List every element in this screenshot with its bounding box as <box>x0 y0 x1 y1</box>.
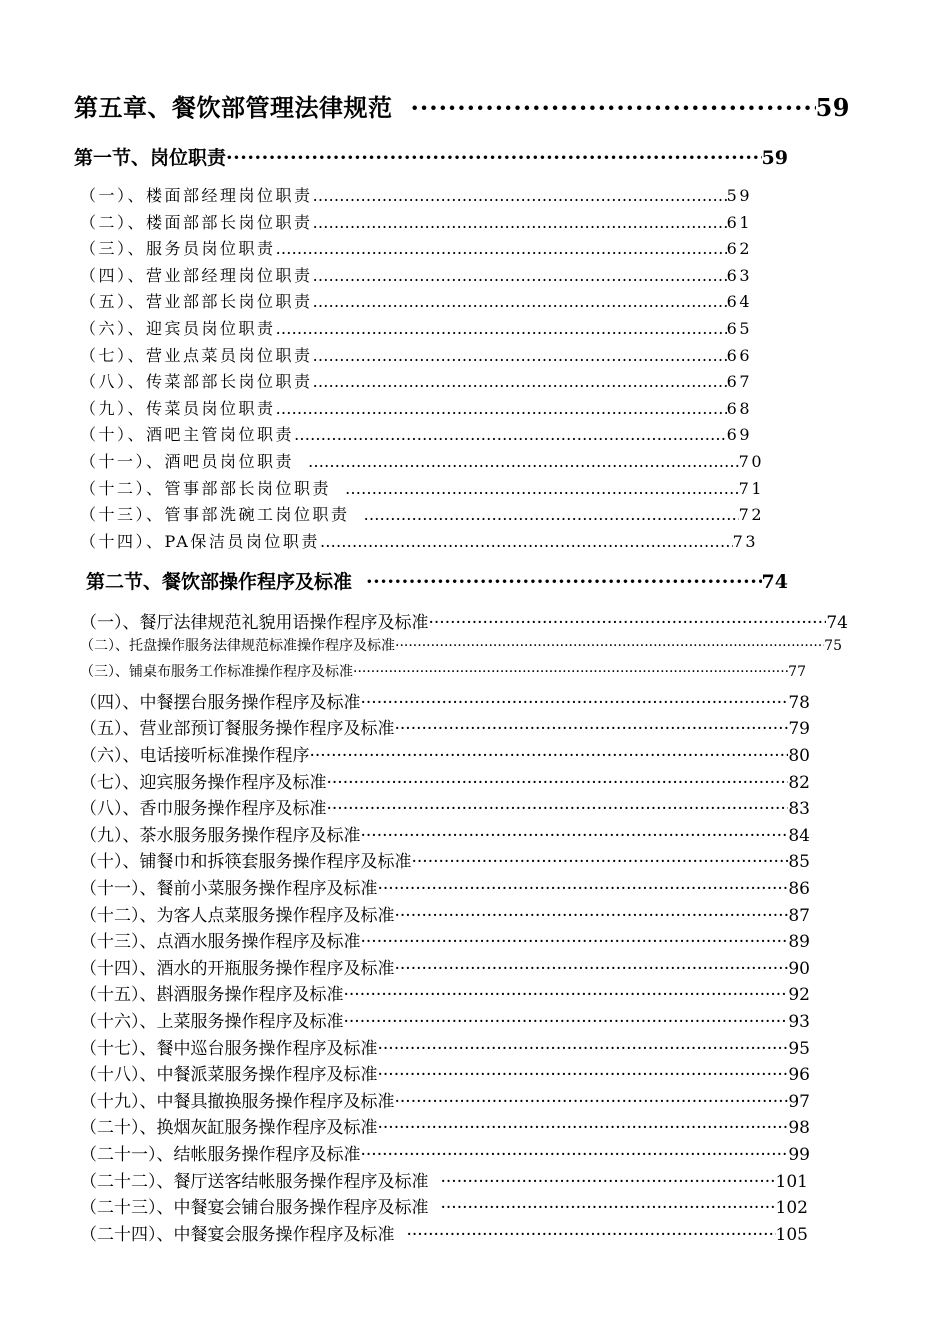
leader-dots <box>344 1012 789 1031</box>
leader-dots <box>294 425 727 444</box>
leader-dots <box>395 719 789 738</box>
entry-label: （五）、营业部部长岗位职责 <box>80 292 313 312</box>
section-page: 59 <box>761 147 788 169</box>
toc-entry[interactable] <box>80 502 764 526</box>
toc-entry[interactable] <box>80 1140 810 1164</box>
leader-dots <box>366 571 762 593</box>
leader-dots <box>378 1065 789 1084</box>
entry-label: （一）、楼面部经理岗位职责 <box>80 186 313 205</box>
entry-page: 95 <box>788 1038 810 1058</box>
leader-dots <box>361 693 789 712</box>
toc-entry[interactable] <box>80 1220 808 1244</box>
entry-page: 101 <box>775 1171 808 1191</box>
entry-label: （十八）、中餐派菜服务操作程序及标准 <box>80 1065 378 1085</box>
leader-dots <box>276 399 727 418</box>
leader-dots <box>276 319 727 338</box>
entry-page: 59 <box>726 186 752 205</box>
leader-dots <box>429 613 827 632</box>
entry-page: 70 <box>738 452 764 471</box>
entry-page: 89 <box>788 932 810 952</box>
entry-label: （十一）、餐前小菜服务操作程序及标准 <box>80 879 378 898</box>
toc-entry[interactable] <box>80 422 752 446</box>
entry-page: 62 <box>726 239 752 259</box>
toc-entry[interactable] <box>80 369 752 393</box>
leader-dots <box>407 1225 776 1244</box>
toc-entry[interactable] <box>80 980 810 1004</box>
toc-entry[interactable] <box>80 183 752 207</box>
entry-label: （八）、传菜部部长岗位职责 <box>80 372 313 392</box>
toc-entry[interactable] <box>80 529 758 553</box>
entry-label: （四）、中餐摆台服务操作程序及标准 <box>80 692 361 712</box>
toc-entry[interactable] <box>80 874 810 898</box>
toc-entry[interactable] <box>80 927 810 951</box>
entry-label: （一）、餐厅法律规范礼貌用语操作程序及标准 <box>80 613 429 632</box>
leader-dots <box>313 186 727 205</box>
entry-label: （二十三）、中餐宴会铺台服务操作程序及标准 <box>80 1198 429 1218</box>
entry-page: 71 <box>738 478 764 498</box>
toc-section[interactable] <box>74 143 788 171</box>
toc-entry[interactable] <box>80 1060 810 1084</box>
entry-label: （十四）、酒水的开瓶服务操作程序及标准 <box>80 958 395 978</box>
leader-dots <box>441 1198 776 1217</box>
toc-entry[interactable] <box>80 236 752 260</box>
leader-dots <box>412 852 789 871</box>
toc-entry[interactable] <box>80 449 764 473</box>
entry-page: 87 <box>788 905 810 925</box>
entry-label: （十六）、上菜服务操作程序及标准 <box>80 1012 344 1031</box>
entry-label: （十）、铺餐巾和拆筷套服务操作程序及标准 <box>80 852 412 872</box>
leader-dots <box>441 1172 776 1191</box>
entry-label: （七）、迎宾服务操作程序及标准 <box>80 772 327 792</box>
entry-page: 61 <box>726 212 752 232</box>
entry-label: （九）、茶水服务服务操作程序及标准 <box>80 825 361 845</box>
leader-dots <box>345 479 739 498</box>
leader-dots <box>378 1118 789 1137</box>
toc-section[interactable] <box>86 567 788 595</box>
entry-page: 65 <box>726 319 752 338</box>
toc-entry[interactable] <box>80 821 810 845</box>
entry-label: （十五）、斟酒服务操作程序及标准 <box>80 985 344 1005</box>
section-title: 第二节、餐饮部操作程序及标准 <box>86 571 353 593</box>
toc-entry[interactable] <box>80 661 806 685</box>
toc-entry[interactable] <box>80 741 810 765</box>
toc-entry[interactable] <box>80 1087 810 1111</box>
toc-entry[interactable] <box>80 608 848 632</box>
entry-page: 72 <box>738 505 764 525</box>
entry-label: （十四）、PA保洁员岗位职责 <box>80 531 320 551</box>
leader-dots <box>226 147 762 169</box>
entry-page: 77 <box>788 664 806 681</box>
entry-label: （六）、电话接听标准操作程序 <box>80 746 310 765</box>
entry-label: （十三）、管事部洗碗工岗位职责 <box>80 505 350 525</box>
entry-label: （九）、传菜员岗位职责 <box>80 398 276 418</box>
entry-label: （二）、托盘操作服务法律规范标准操作程序及标准 <box>80 637 395 654</box>
entry-label: （十九）、中餐具撤换服务操作程序及标准 <box>80 1091 395 1111</box>
leader-dots <box>344 985 789 1004</box>
entry-page: 68 <box>726 398 752 418</box>
entry-label: （二十四）、中餐宴会服务操作程序及标准 <box>80 1224 395 1244</box>
chapter-title: 第五章、餐饮部管理法律规范 <box>74 93 393 122</box>
leader-dots <box>378 1039 789 1058</box>
toc-entry[interactable] <box>80 688 810 712</box>
toc-entry[interactable] <box>80 343 752 367</box>
entry-page: 69 <box>726 425 752 445</box>
leader-dots <box>327 773 789 792</box>
entry-label: （二十）、换烟灰缸服务操作程序及标准 <box>80 1118 378 1138</box>
entry-label: （十二）、为客人点菜服务操作程序及标准 <box>80 905 395 925</box>
section-title: 第一节、岗位职责 <box>74 147 227 169</box>
entry-label: （十三）、点酒水服务操作程序及标准 <box>80 932 361 952</box>
entry-page: 73 <box>732 531 758 551</box>
leader-dots <box>320 532 733 551</box>
entry-page: 98 <box>788 1118 810 1138</box>
leader-dots <box>327 799 789 818</box>
toc-entry[interactable] <box>80 847 810 871</box>
toc-entry[interactable] <box>80 316 752 340</box>
leader-dots <box>364 505 739 524</box>
leader-dots <box>308 452 739 471</box>
entry-label: （十）、酒吧主管岗位职责 <box>80 425 295 445</box>
entry-page: 74 <box>826 613 848 632</box>
entry-page: 82 <box>788 772 810 792</box>
entry-label: （二十一）、结帐服务操作程序及标准 <box>80 1145 361 1164</box>
entry-page: 64 <box>726 292 752 312</box>
toc-entry[interactable] <box>80 476 764 500</box>
toc-entry[interactable] <box>80 210 752 234</box>
entry-label: （四）、营业部经理岗位职责 <box>80 265 313 285</box>
entry-label: （十一）、酒吧员岗位职责 <box>80 452 295 471</box>
entry-label: （八）、香巾服务操作程序及标准 <box>80 799 327 819</box>
entry-label: （二十二）、餐厅送客结帐服务操作程序及标准 <box>80 1171 429 1191</box>
toc-entry[interactable] <box>80 263 752 287</box>
toc-entry[interactable] <box>80 396 752 420</box>
leader-dots <box>378 879 789 898</box>
entry-label: （七）、营业点菜员岗位职责 <box>80 345 313 365</box>
entry-page: 67 <box>726 372 752 392</box>
toc-entry[interactable] <box>80 289 752 313</box>
leader-dots <box>395 638 824 654</box>
entry-page: 75 <box>824 637 842 654</box>
toc-entry[interactable] <box>80 1007 810 1031</box>
entry-page: 96 <box>788 1065 810 1085</box>
entry-page: 90 <box>788 958 810 978</box>
leader-dots <box>395 959 789 978</box>
entry-label: （十七）、餐中巡台服务操作程序及标准 <box>80 1038 378 1058</box>
toc-entry[interactable] <box>80 768 810 792</box>
entry-page: 66 <box>726 345 752 365</box>
leader-dots <box>276 239 727 258</box>
entry-page: 86 <box>788 879 810 898</box>
toc-entry[interactable] <box>80 1034 810 1058</box>
entry-page: 92 <box>788 985 810 1005</box>
toc-entry[interactable] <box>80 794 810 818</box>
entry-page: 102 <box>775 1198 808 1218</box>
entry-page: 79 <box>788 719 810 739</box>
toc-entry[interactable] <box>80 714 810 738</box>
leader-dots <box>313 266 727 285</box>
entry-label: （五）、营业部预订餐服务操作程序及标准 <box>80 719 395 739</box>
entry-label: （三）、服务员岗位职责 <box>80 239 276 259</box>
leader-dots <box>361 1145 789 1164</box>
leader-dots <box>361 826 789 845</box>
toc-entry[interactable] <box>80 1113 810 1137</box>
entry-page: 97 <box>788 1091 810 1111</box>
entry-page: 84 <box>788 825 810 845</box>
leader-dots <box>310 746 789 765</box>
leader-dots <box>411 93 816 122</box>
leader-dots <box>395 906 789 925</box>
entry-label: （三）、铺桌布服务工作标准操作程序及标准 <box>80 664 353 681</box>
toc-chapter[interactable] <box>74 88 850 122</box>
toc-entry[interactable] <box>80 1193 808 1217</box>
toc-entry[interactable] <box>80 1167 808 1191</box>
toc-entry[interactable] <box>80 635 842 659</box>
section-page: 74 <box>761 571 788 593</box>
leader-dots <box>313 346 727 365</box>
leader-dots <box>361 932 789 951</box>
entry-page: 83 <box>788 799 810 819</box>
entry-page: 80 <box>788 746 810 765</box>
entry-page: 85 <box>788 852 810 872</box>
entry-label: （十二）、管事部部长岗位职责 <box>80 478 332 498</box>
entry-page: 99 <box>788 1145 810 1164</box>
leader-dots <box>313 292 727 311</box>
chapter-page: 59 <box>815 93 850 122</box>
entry-label: （二）、楼面部部长岗位职责 <box>80 212 313 232</box>
leader-dots <box>395 1092 789 1111</box>
entry-page: 63 <box>726 265 752 285</box>
toc-entry[interactable] <box>80 901 810 925</box>
entry-page: 93 <box>788 1012 810 1031</box>
entry-page: 105 <box>775 1224 808 1244</box>
toc-entry[interactable] <box>80 954 810 978</box>
leader-dots <box>353 664 788 680</box>
entry-label: （六）、迎宾员岗位职责 <box>80 319 276 338</box>
entry-page: 78 <box>788 692 810 712</box>
leader-dots <box>313 213 727 232</box>
leader-dots <box>313 372 727 391</box>
